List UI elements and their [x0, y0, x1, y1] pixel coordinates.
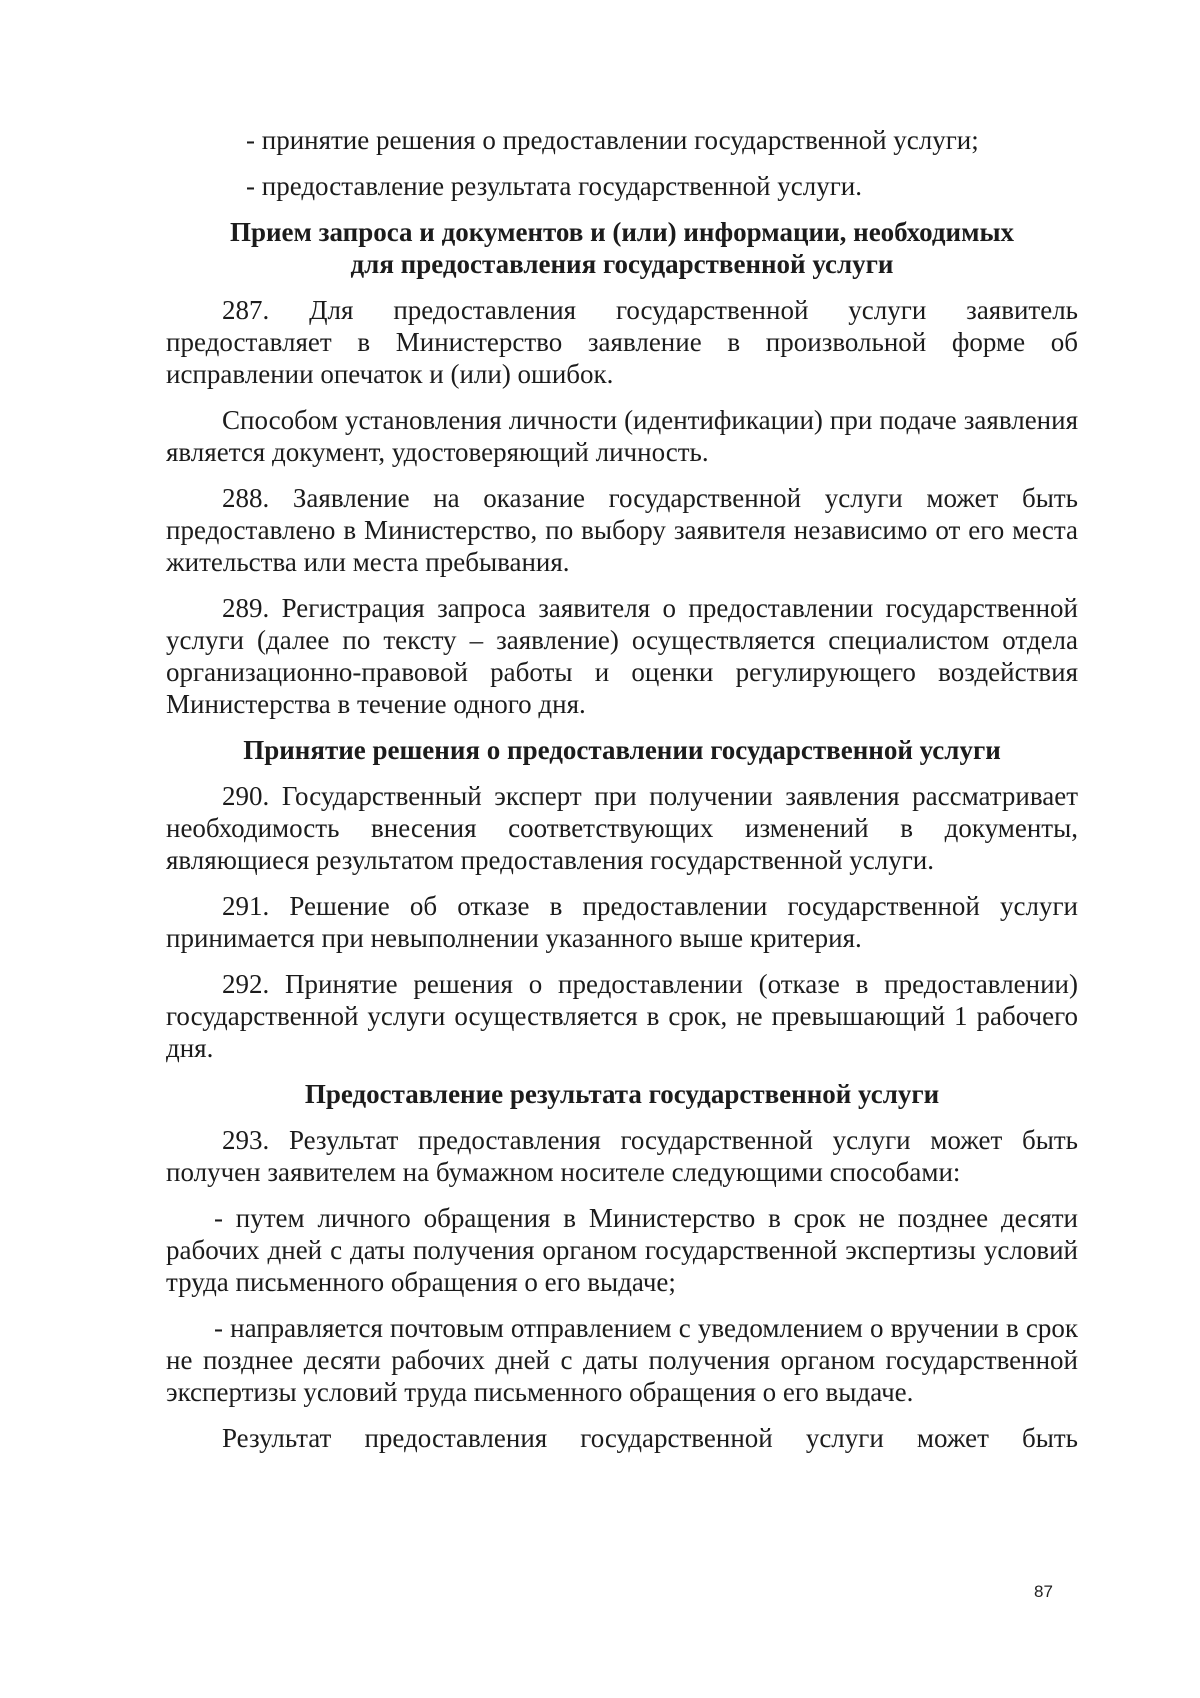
list-item-postal-delivery: - направляется почтовым отправлением с уведомлением о вручении в срок не позднее десяти рабочих дней с даты получения органом государственной экспертизы условий труда письменного обращения о его выдаче.	[166, 1313, 1078, 1407]
paragraph-292: 292. Принятие решения о предоставлении (отказе в предоставлении) государственной услуги осуществляется в срок, не превышающий 1 рабочего дня.	[166, 969, 1078, 1063]
paragraph-287: 287. Для предоставления государственной услуги заявитель предоставляет в Министерство заявление в произвольной форме об исправлении опечаток и (или) ошибок.	[166, 295, 1078, 389]
paragraph-293: 293. Результат предоставления государственной услуги может быть получен заявителем на бумажном носителе следующими способами:	[166, 1125, 1078, 1187]
section-heading-result: Предоставление результата государственной услуги	[304, 1079, 940, 1109]
page-number: 87	[1034, 1582, 1053, 1601]
list-item-result: - предоставление результата государственной услуги.	[246, 171, 862, 201]
list-item-personal-visit: - путем личного обращения в Министерство в срок не позднее десяти рабочих дней с даты получения органом государственной экспертизы условий труда письменного обращения о его выдаче;	[166, 1203, 1078, 1297]
section-heading-request-intake: Прием запроса и документов и (или) информации, необходимых для предоставления государственной услуги	[229, 217, 1015, 279]
paragraph-288: 288. Заявление на оказание государственной услуги может быть предоставлено в Министерство, по выбору заявителя независимо от его места жительства или места пребывания.	[166, 483, 1078, 577]
paragraph-290: 290. Государственный эксперт при получении заявления рассматривает необходимость внесения соответствующих изменений в документы, являющиеся результатом предоставления государственной услуги.	[166, 781, 1078, 875]
paragraph-291: 291. Решение об отказе в предоставлении государственной услуги принимается при невыполнении указанного выше критерия.	[166, 891, 1078, 953]
list-item-decision: - принятие решения о предоставлении государственной услуги;	[246, 125, 979, 155]
paragraph-identification: Способом установления личности (идентификации) при подаче заявления является документ, удостоверяющий личность.	[166, 405, 1078, 467]
section-heading-decision: Принятие решения о предоставлении государственной услуги	[243, 735, 1001, 765]
paragraph-result-continued: Результат предоставления государственной услуги может быть	[222, 1423, 1078, 1453]
paragraph-289: 289. Регистрация запроса заявителя о предоставлении государственной услуги (далее по тексту – заявление) осуществляется специалистом отдела организационно-правовой работы и оценки регулирующего воздействия Министерства в течение одного дня.	[166, 593, 1078, 719]
